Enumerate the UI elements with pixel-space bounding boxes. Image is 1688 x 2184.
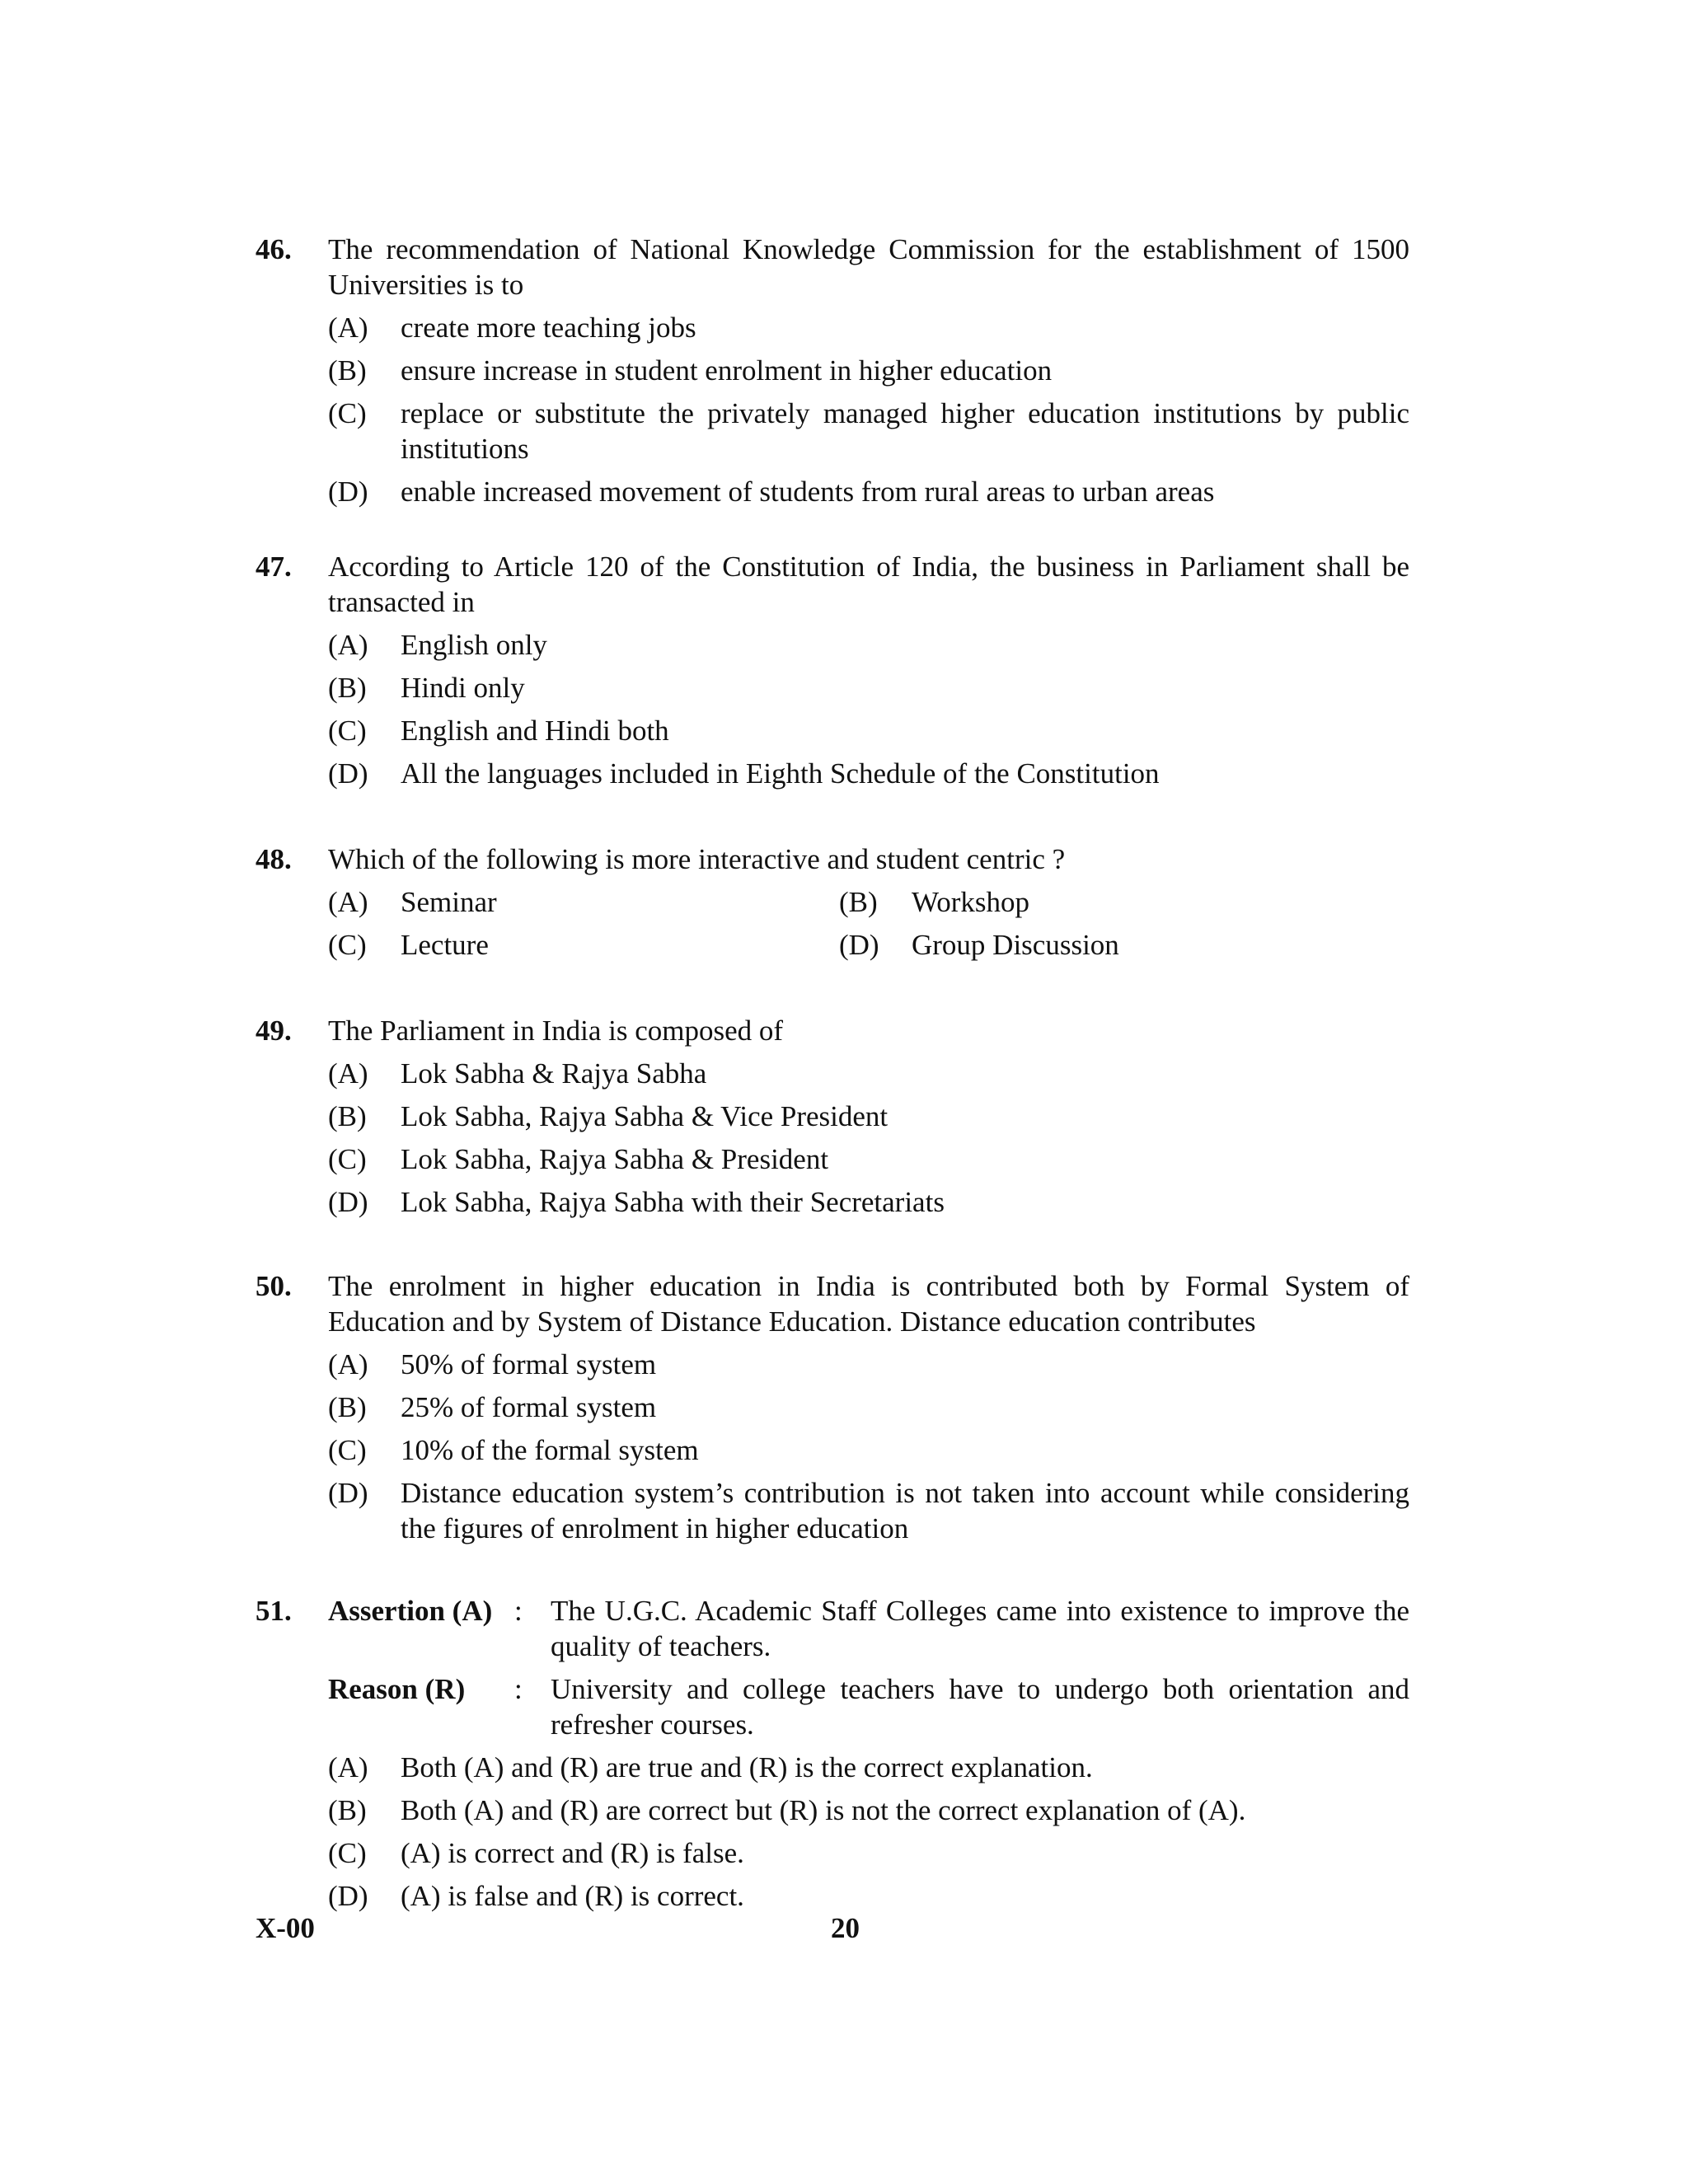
option-text: Lok Sabha, Rajya Sabha & President [401, 1143, 829, 1175]
question-number: 49. [256, 1015, 292, 1047]
option-label: (D) [328, 1880, 368, 1912]
option-d [839, 927, 1334, 963]
question-text: The enrolment in higher education in India is contributed both by Formal System of Education and by System of Distance Education. Distance education contributes [328, 1270, 1409, 1338]
option-label: (D) [328, 757, 368, 790]
option-text: enable increased movement of students from rural areas to urban areas [401, 476, 1215, 508]
option-label: (C) [328, 1143, 367, 1175]
option-label: (B) [328, 672, 367, 704]
option-text: All the languages included in Eighth Schedule of the Constitution [401, 757, 1160, 790]
option-b [328, 1099, 1409, 1134]
option-b [328, 1793, 1409, 1828]
question-number: 51. [256, 1595, 292, 1627]
reason-separator: : [514, 1673, 523, 1705]
option-label: (B) [328, 1794, 367, 1826]
option-c [328, 713, 1409, 748]
option-label: (A) [328, 312, 368, 344]
option-text: Lok Sabha, Rajya Sabha with their Secretariats [401, 1186, 945, 1218]
option-text: Distance education system’s contribution is not taken into account while considering the figures of enrolment in higher education [401, 1477, 1409, 1544]
option-label: (C) [328, 397, 367, 429]
option-d [328, 1475, 1409, 1546]
question-number: 50. [256, 1270, 292, 1302]
reason [328, 1671, 1409, 1742]
option-row [328, 884, 1409, 920]
option-row [328, 927, 1409, 963]
option-label: (B) [328, 354, 367, 387]
option-d [328, 1878, 1409, 1914]
question-50 [256, 1268, 1409, 1546]
option-b [839, 884, 1334, 920]
option-d [328, 1184, 1409, 1220]
paper-code: X-00 [256, 1912, 315, 1944]
option-text: (A) is false and (R) is correct. [401, 1880, 744, 1912]
option-d [328, 474, 1409, 509]
option-text: 25% of formal system [401, 1391, 657, 1423]
option-label: (B) [328, 1100, 367, 1132]
option-label: (B) [839, 886, 878, 918]
option-text: 10% of the formal system [401, 1434, 699, 1466]
option-a [328, 1347, 1409, 1382]
question-text: The recommendation of National Knowledge Commission for the establishment of 1500 Universities is to [328, 233, 1409, 301]
option-text: Lok Sabha & Rajya Sabha [401, 1057, 707, 1090]
option-c [328, 1432, 1409, 1468]
option-text: English only [401, 629, 547, 661]
option-d [328, 756, 1409, 791]
option-text: 50% of formal system [401, 1348, 657, 1380]
reason-text: University and college teachers have to undergo both orientation and refresher courses. [551, 1673, 1409, 1741]
question-47 [256, 549, 1409, 791]
question-text: Which of the following is more interactive and student centric ? [328, 843, 1066, 875]
question-46 [256, 232, 1409, 509]
page-number: 20 [831, 1912, 860, 1944]
option-a [328, 310, 1409, 345]
option-label: (C) [328, 1837, 367, 1869]
assertion [328, 1593, 1409, 1664]
reason-key: Reason (R) [328, 1673, 466, 1705]
option-text: replace or substitute the privately managed higher education institutions by public institutions [401, 397, 1409, 465]
question-51 [256, 1593, 1409, 1914]
option-c [328, 1141, 1409, 1177]
option-a [328, 1750, 1409, 1785]
question-number: 46. [256, 233, 292, 265]
option-label: (D) [839, 929, 879, 961]
option-text: Workshop [912, 886, 1030, 918]
option-c [328, 1835, 1409, 1871]
option-label: (C) [328, 1434, 367, 1466]
option-b [328, 670, 1409, 705]
option-text: Group Discussion [912, 929, 1119, 961]
option-label: (B) [328, 1391, 367, 1423]
option-text: (A) is correct and (R) is false. [401, 1837, 744, 1869]
question-48 [256, 841, 1409, 963]
option-c [328, 396, 1409, 466]
question-number: 48. [256, 843, 292, 875]
option-b [328, 1390, 1409, 1425]
option-label: (A) [328, 1348, 368, 1380]
option-label: (D) [328, 1186, 368, 1218]
option-text: Both (A) and (R) are correct but (R) is not the correct explanation of (A). [401, 1794, 1246, 1826]
option-text: Both (A) and (R) are true and (R) is the correct explanation. [401, 1751, 1093, 1783]
option-label: (A) [328, 1057, 368, 1090]
option-text: Seminar [401, 886, 497, 918]
option-label: (A) [328, 1751, 368, 1783]
question-49 [256, 1013, 1409, 1220]
option-a [328, 1056, 1409, 1091]
option-text: create more teaching jobs [401, 312, 696, 344]
option-label: (D) [328, 476, 368, 508]
option-label: (C) [328, 929, 367, 961]
option-text: Hindi only [401, 672, 525, 704]
assertion-separator: : [514, 1595, 523, 1627]
question-text: The Parliament in India is composed of [328, 1015, 784, 1047]
option-text: Lok Sabha, Rajya Sabha & Vice President [401, 1100, 889, 1132]
assertion-key: Assertion (A) [328, 1595, 493, 1627]
option-text: ensure increase in student enrolment in higher education [401, 354, 1053, 387]
option-label: (D) [328, 1477, 368, 1509]
question-text: According to Article 120 of the Constitution of India, the business in Parliament shall be transacted in [328, 551, 1409, 618]
option-text: Lecture [401, 929, 489, 961]
option-c [328, 927, 823, 963]
option-label: (C) [328, 715, 367, 747]
option-a [328, 627, 1409, 663]
option-text: English and Hindi both [401, 715, 669, 747]
option-b [328, 353, 1409, 388]
assertion-text: The U.G.C. Academic Staff Colleges came into existence to improve the quality of teachers. [551, 1595, 1409, 1662]
option-label: (A) [328, 886, 368, 918]
option-a [328, 884, 823, 920]
option-label: (A) [328, 629, 368, 661]
question-number: 47. [256, 551, 292, 583]
